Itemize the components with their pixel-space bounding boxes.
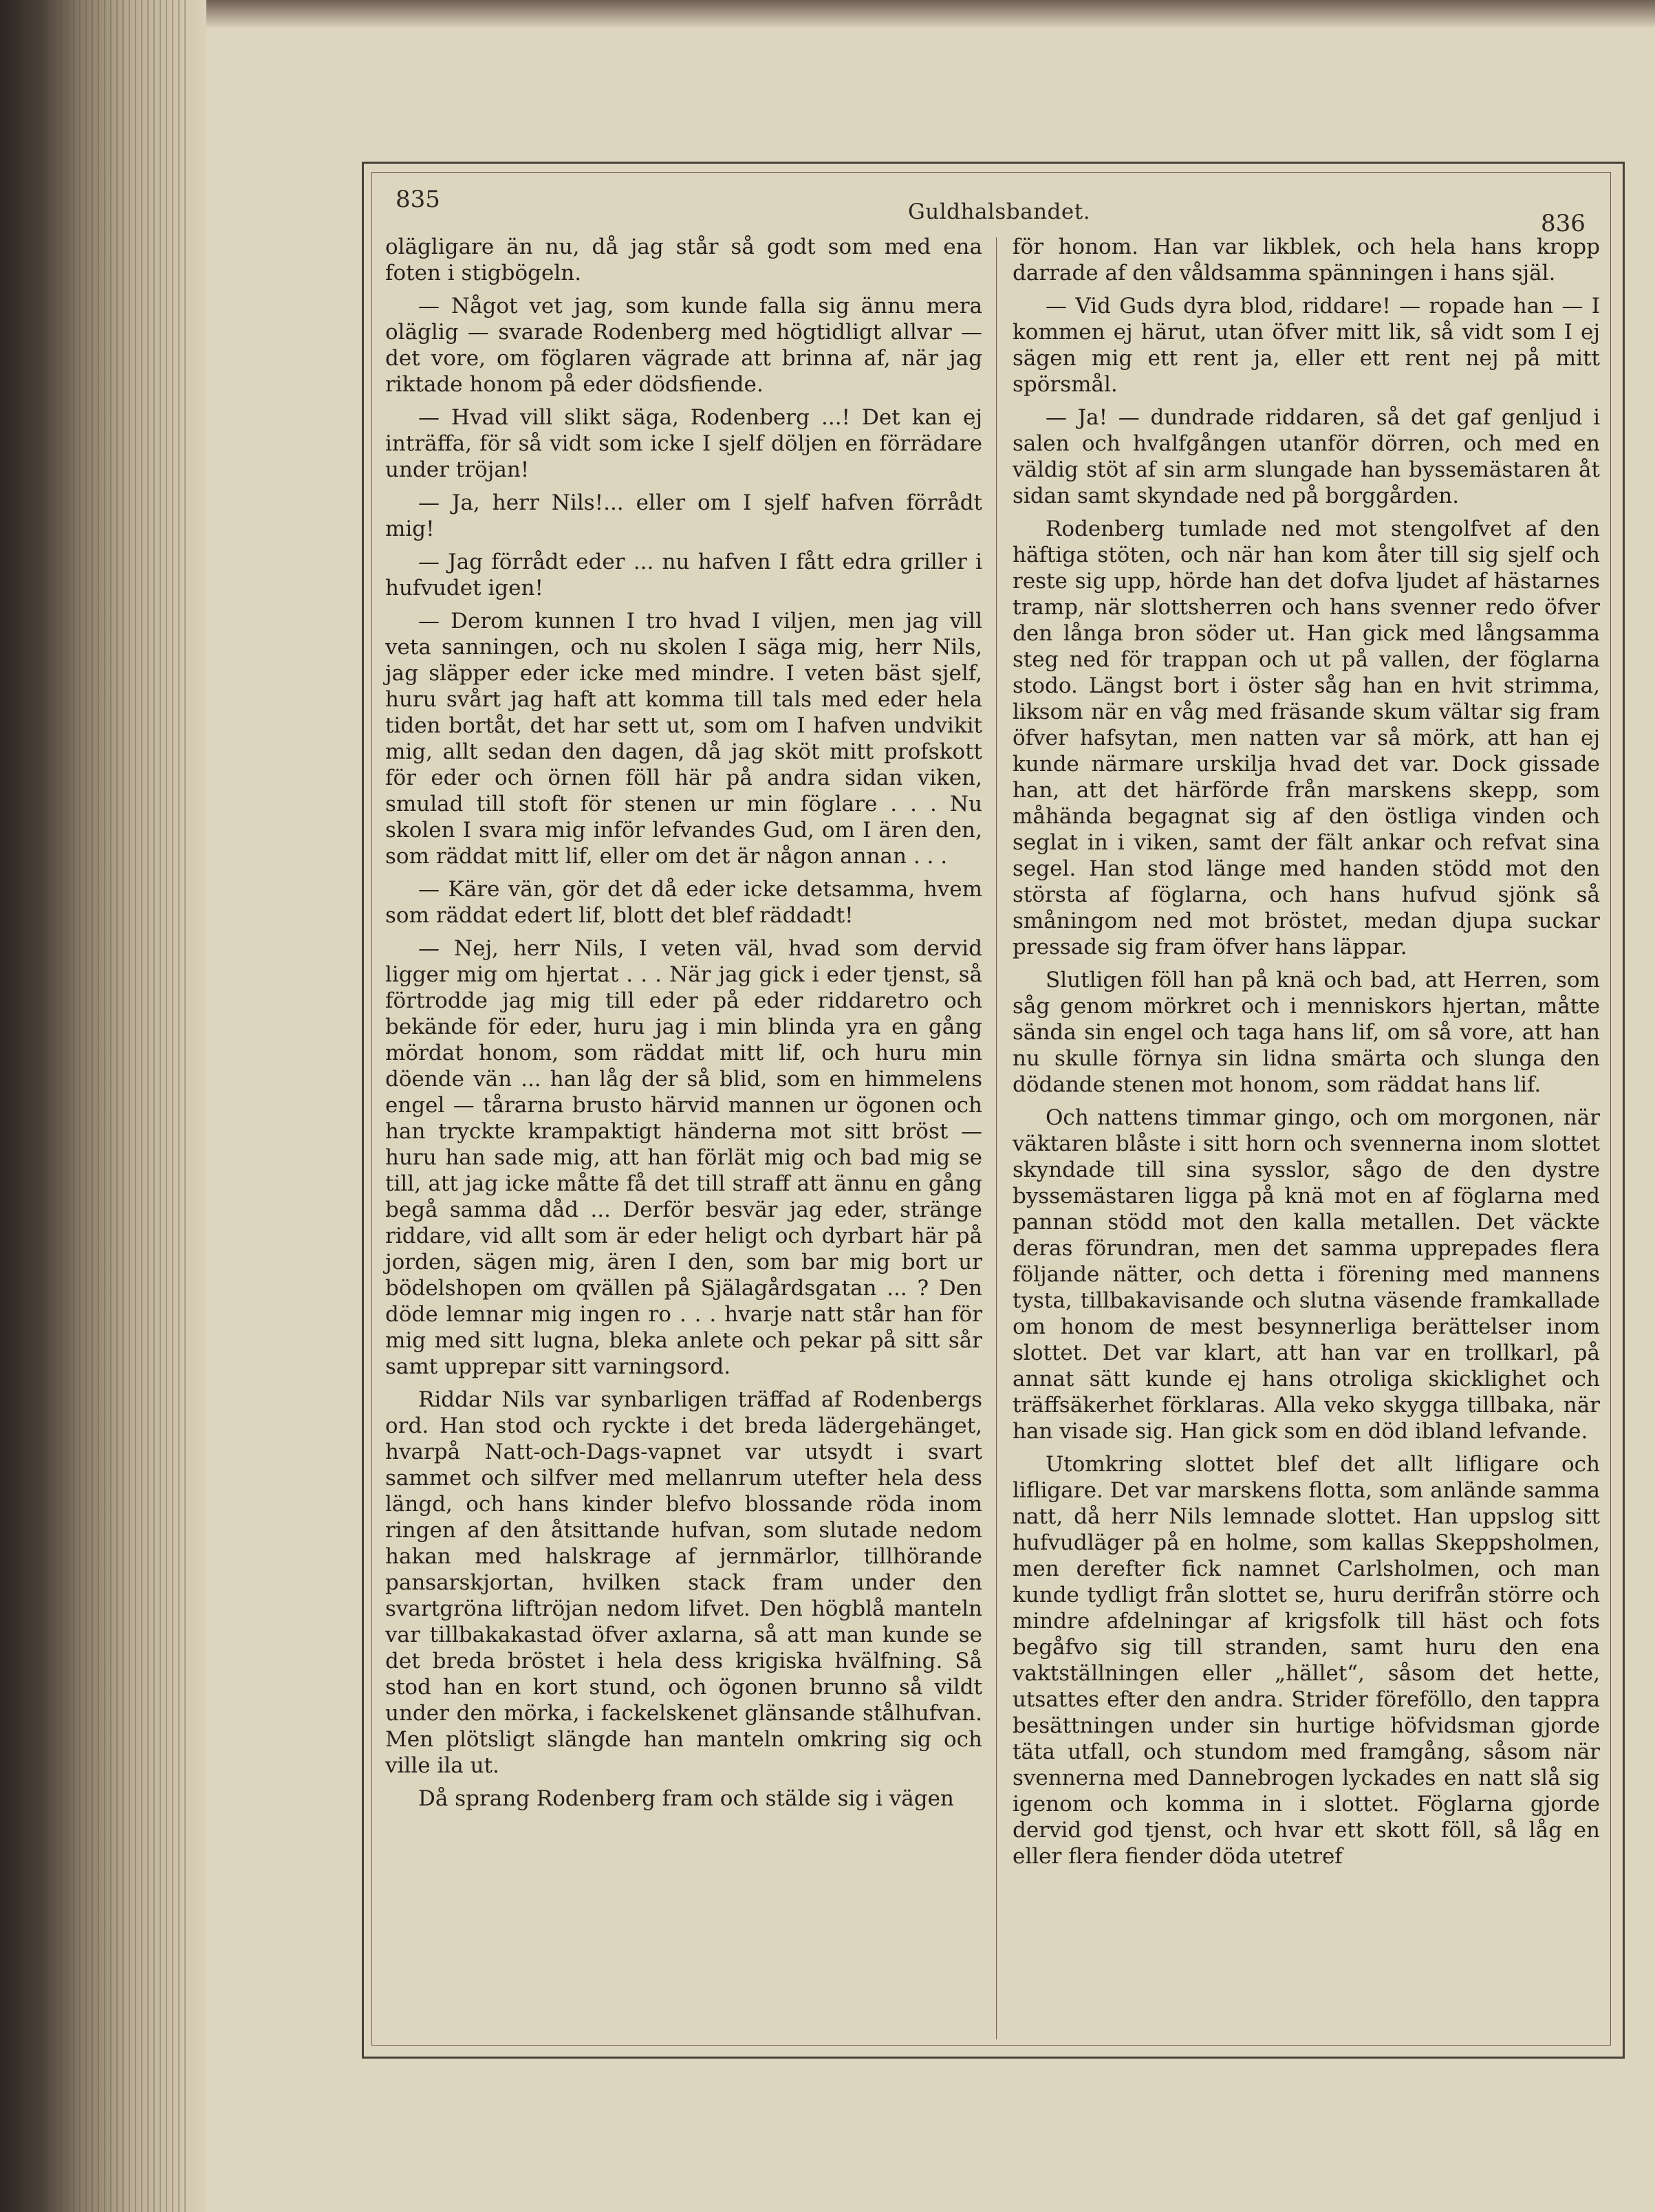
running-head: Guldhalsbandet. [908,199,1091,224]
paragraph: Och nattens timmar gingo, och om morgonen, när väktaren blåste i sitt horn och svennerna inom slottet skyndade till sina sysslor, sågo de den dystre byssemästaren ligga på knä mot en af föglarna med pannan stödd mot den kalla metallen. Det väckte deras förundran, men det samma upprepades flera följande nätter, och detta i förening med mannens tysta, tillbakavisande och slutna väsende framkallade om honom de mest besynnerliga berättelser inom slottet. Det var klart, att han var en trollkarl, på annat sätt kunde ej hans otroliga skicklighet och träffsäkerhet förklaras. Alla veko skygga tillbaka, när han visade sig. Han gick som en död ibland lefvande. [1013,1105,1600,1444]
paragraph: — Derom kunnen I tro hvad I viljen, men jag vill veta sanningen, och nu skolen I säga mig, herr Nils, jag släpper eder icke med mindre. I veten bäst sjelf, huru svårt jag haft att komma till tals med eder hela tiden bortåt, det har sett ut, som om I hafven undvikit mig, allt sedan den dagen, då jag sköt mitt profskott för eder och örnen föll här på andra sidan viken, smulad till stoft för stenen ur min föglare . . . Nu skolen I svara mig inför lefvandes Gud, om I ären den, som räddat mitt lif, eller om det är någon annan . . . [385,609,982,869]
paragraph: för honom. Han var likblek, och hela hans kropp darrade af den våldsamma spänningen i hans själ. [1013,235,1600,285]
paragraph: — Hvad vill slikt säga, Rodenberg ...! Det kan ej inträffa, för så vidt som icke I sjelf döljen en förrädare under tröjan! [385,405,982,482]
right-column [1013,234,1600,1876]
paragraph: — Vid Guds dyra blod, riddare! — ropade han — I kommen ej härut, utan öfver mitt lik, så vidt som I ej sägen mig ett rent ja, eller ett rent nej på mitt spörsmål. [1013,294,1600,397]
column-divider [996,237,997,2039]
paragraph: Utomkring slottet blef det allt lifligare och lifligare. Det var marskens flotta, som anlände samma natt, då herr Nils lemnade slottet. Han uppslog sitt hufvudläger på en holme, som kallas Skeppsholmen, men derefter fick namnet Carlsholmen, och man kunde tydligt från slottet se, huru derifrån större och mindre afdelningar af krigsfolk till häst och fots begåfvo sig till stranden, samt huru den ena vaktställningen eller „hället“, såsom det hette, utsattes efter den andra. Strider föreföllo, den tappra besättningen under sin hurtige höfvidsman gjorde täta utfall, och stundom med framgång, såsom när svennerna med Dannebrogen lyckades en natt slå sig igenom och komma in i slottet. Föglarna gjorde dervid god tjenst, och hvar ett skott föll, så låg en eller flera fiender döda utetref [1013,1452,1600,1869]
paragraph: — Ja, herr Nils!... eller om I sjelf hafven förrådt mig! [385,490,982,541]
paragraph: — Jag förrådt eder ... nu hafven I fått edra griller i hufvudet igen! [385,550,982,600]
left-column [385,234,982,1819]
paragraph: Slutligen föll han på knä och bad, att Herren, som såg genom mörkret och i menniskors hjertan, måtte sända sin engel och taga hans lif, om så vore, att han nu skulle förnya sin lidna smärta och slunga den dödande stenen mot honom, som räddat hans lif. [1013,968,1600,1097]
paragraph: Riddar Nils var synbarligen träffad af Rodenbergs ord. Han stod och ryckte i det breda lädergehänget, hvarpå Natt-och-Dags-vapnet var utsydt i svart sammet och silfver med mellanrum utefter hela dess längd, och hans kinder blefvo blossande röda inom ringen af den åtsittande hufvan, som slutade nedom hakan med halskrage af jernmärlor, tillhörande pansarskjortan, hvilken stack fram under den svartgröna liftröjan nedom lifvet. Den högblå manteln var tillbakakastad öfver axlarna, så att man kunde se det breda bröstet i hela dess krigiska hvälfning. Så stod han en kort stund, och ögonen brunno så vildt under den mörka, i fackelskenet glänsande stålhufvan. Men plötsligt slängde han manteln omkring sig och ville ila ut. [385,1387,982,1778]
paragraph: — Ja! — dundrade riddaren, så det gaf genljud i salen och hvalfgången utanför dörren, och med en väldig stöt af sin arm slungade han byssemästaren åt sidan samt skyndade ned på borggården. [1013,405,1600,508]
page-top-edge [206,0,1655,28]
paragraph: olägligare än nu, då jag står så godt som med ena foten i stigbögeln. [385,235,982,285]
paragraph: — Något vet jag, som kunde falla sig ännu mera oläglig — svarade Rodenberg med högtidligt allvar — det vore, om föglaren vägrade att brinna af, när jag riktade honom på eder dödsfiende. [385,294,982,397]
paragraph: Rodenberg tumlade ned mot stengolfvet af den häftiga stöten, och när han kom åter till sig sjelf och reste sig upp, hörde han det dofva ljudet af hästarnes tramp, när slottsherren och hans svenner redo öfver den långa bron söder ut. Han gick med långsamma steg ned för trappan och ut på vallen, der föglarna stodo. Längst bort i öster såg han en hvit strimma, liksom när en våg med fräsande skum vältar sig fram öfver hafsytan, men natten var så mörk, att han ej kunde närmare urskilja hvad det var. Dock gissade han, att det härförde från marskens skepp, som måhända begagnat sig af den östliga vinden och seglat in i viken, samt der fält ankar och refvat sina segel. Han stod länge med handen stödd mot den största af föglarna, och hans hufvud sjönk så småningom ned mot bröstet, medan djupa suckar pressade sig fram öfver hans läppar. [1013,517,1600,959]
book-spine [0,0,206,2212]
right-page-number: 836 [1541,210,1586,237]
paragraph: — Nej, herr Nils, I veten väl, hvad som dervid ligger mig om hjertat . . . När jag gick i eder tjenst, så förtrodde jag mig till eder på eder riddaretro och bekände för eder, huru jag i min blinda yra en gång mördat honom, som räddat mitt lif, och huru min döende vän ... han låg der så blid, som en himmelens engel — tårarna brusto härvid mannen ur ögonen och han tryckte krampaktigt händerna mot sitt bröst — huru han sade mig, att han förlät mig och bad mig se till, att jag icke måtte få det till straff att ännu en gång begå samma dåd ... Derför besvär jag eder, stränge riddare, vid allt som är eder heligt och dyrbart här på jorden, sägen mig, ären I den, som bar mig bort ur bödelshopen om qvällen på Själagårdsgatan ... ? Den döde lemnar mig ingen ro . . . hvarje natt står han för mig med sitt lugna, bleka anlete och pekar på sitt sår samt upprepar sitt varningsord. [385,936,982,1379]
paragraph: Då sprang Rodenberg fram och stälde sig i vägen [418,1786,954,1811]
left-page-number: 835 [396,186,440,213]
paragraph: — Käre vän, gör det då eder icke detsamma, hvem som räddat edert lif, blott det blef räddadt! [385,877,982,928]
